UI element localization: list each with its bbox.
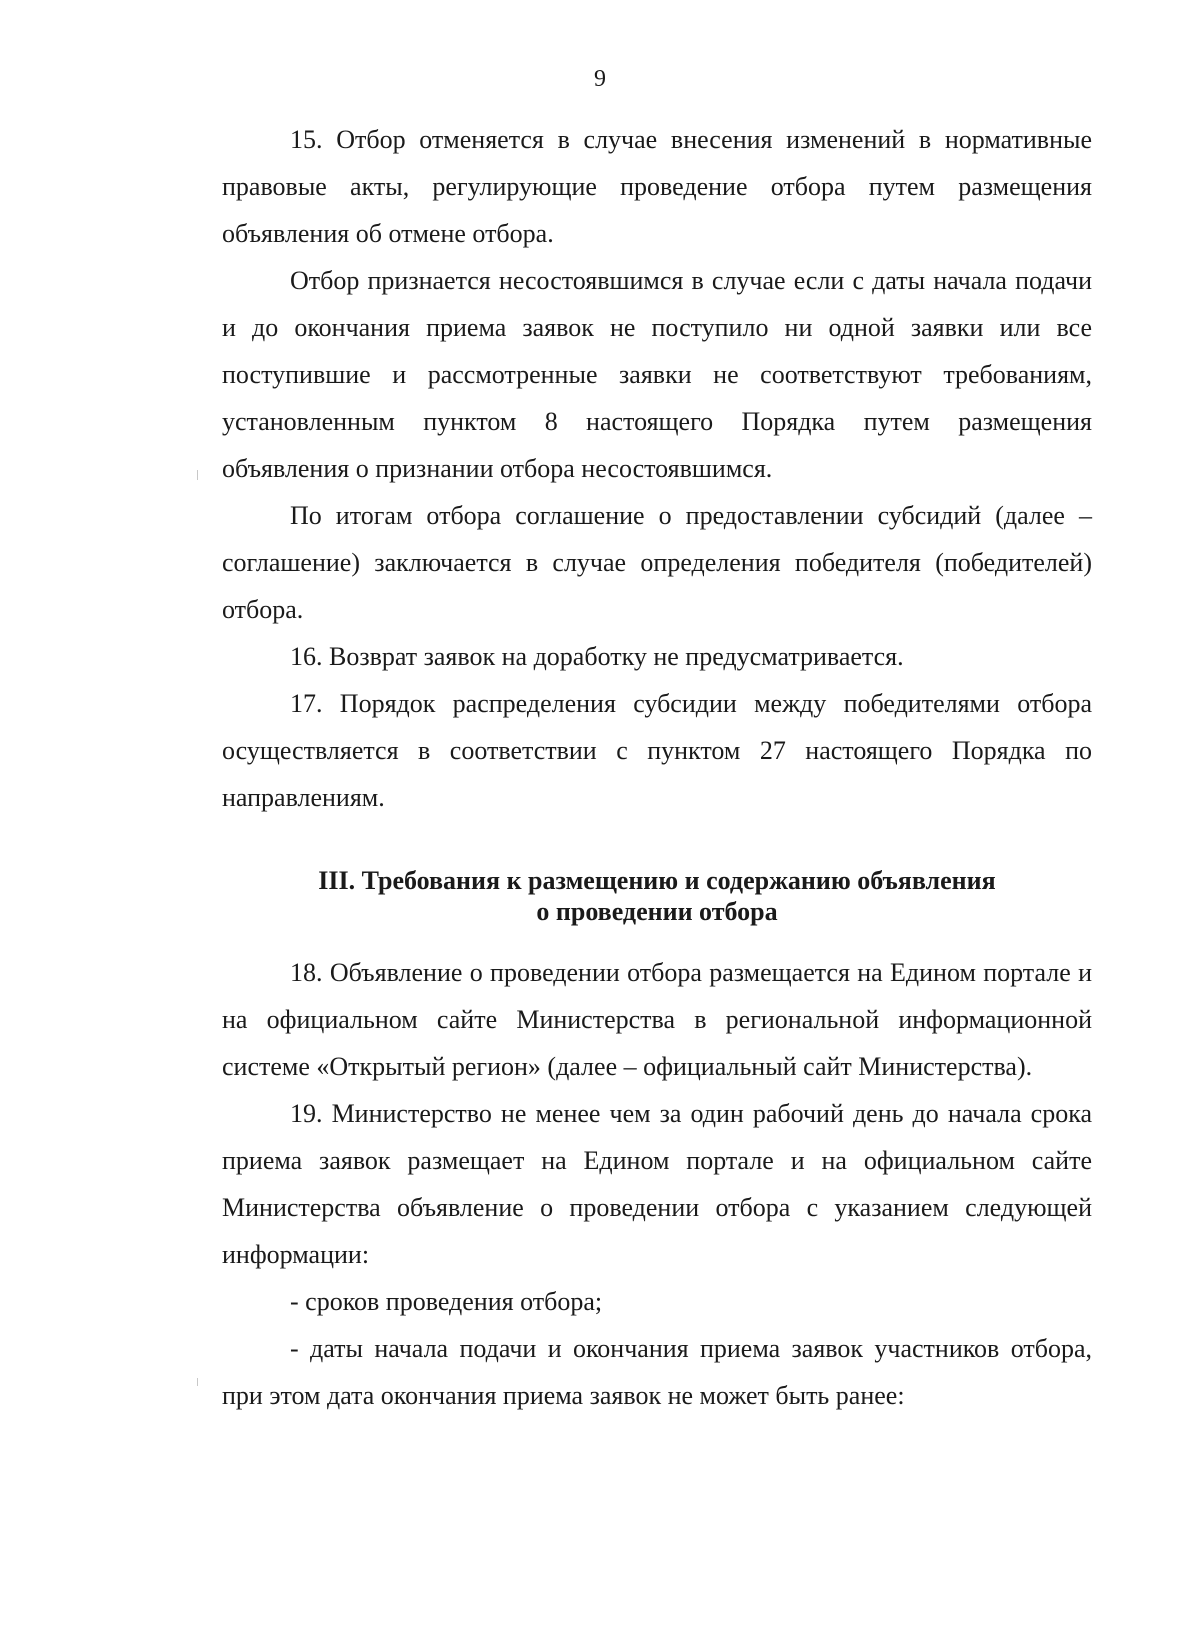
scan-mark <box>197 1378 198 1386</box>
paragraph-17: 17. Порядок распределения субсидии между победителями отбора осуществляется в соответствии с пунктом 27 настоящего Порядка по направлениям. <box>222 689 1092 812</box>
list-item-terms: - сроков проведения отбора; <box>290 1287 603 1316</box>
section-heading <box>222 865 1092 927</box>
paragraph-18: 18. Объявление о проведении отбора размещается на Едином портале и на официальном сайте Министерства в региональной информационной системе «Открытый регион» (далее – официальный сайт Министерства). <box>222 958 1092 1081</box>
paragraph-failed-selection: Отбор признается несостоявшимся в случае если с даты начала подачи и до окончания приема заявок не поступило ни одной заявки или все поступившие и рассмотренные заявки не соответствуют требованиям, установленным пунктом 8 настоящего Порядка путем размещения объявления о признании отбора несостоявшимся. <box>222 266 1092 483</box>
paragraph-16: 16. Возврат заявок на доработку не предусматривается. <box>290 642 904 671</box>
section-heading-line-1: III. Требования к размещению и содержанию объявления <box>318 866 996 895</box>
paragraph-19: 19. Министерство не менее чем за один рабочий день до начала срока приема заявок размещает на Едином портале и на официальном сайте Министерства объявление о проведении отбора с указанием следующей информации: <box>222 1099 1092 1269</box>
list-item-dates: - даты начала подачи и окончания приема заявок участников отбора, при этом дата окончания приема заявок не может быть ранее: <box>222 1334 1092 1410</box>
paragraph-agreement: По итогам отбора соглашение о предоставлении субсидий (далее – соглашение) заключается в случае определения победителя (победителей) отбора. <box>222 501 1092 624</box>
page-number: 9 <box>594 66 606 92</box>
section-heading-line-2: о проведении отбора <box>536 897 778 926</box>
scan-mark <box>197 470 198 480</box>
paragraph-15: 15. Отбор отменяется в случае внесения изменений в нормативные правовые акты, регулирующие проведение отбора путем размещения объявления об отмене отбора. <box>222 125 1092 248</box>
document-body <box>222 116 1092 1419</box>
